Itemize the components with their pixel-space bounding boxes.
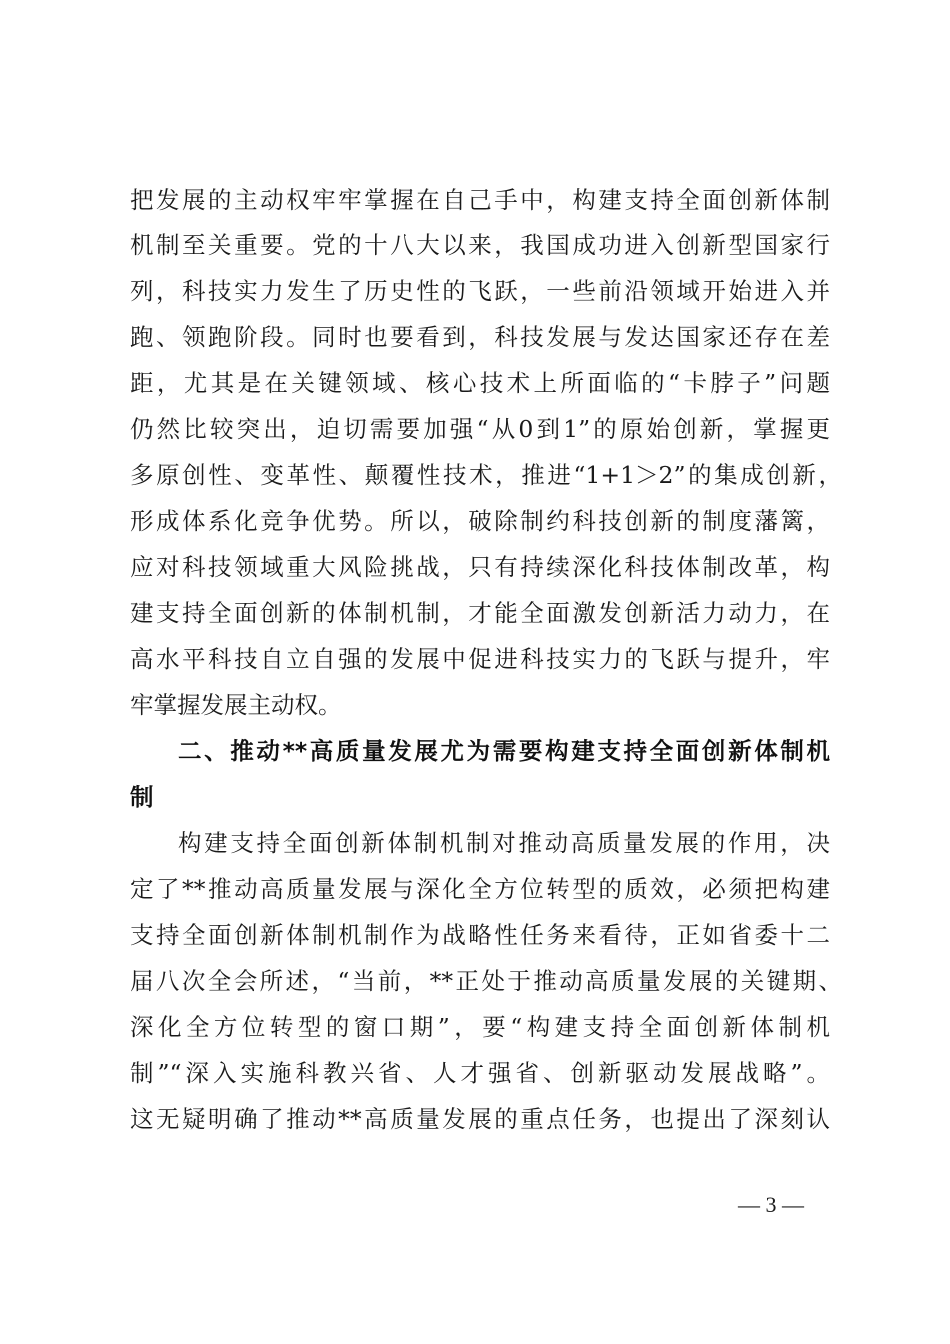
paragraph-1-line: 高水平科技自立自强的发展中促进科技实力的飞跃与提升，牢 <box>130 645 830 673</box>
paragraph-1-line: 仍然比较突出，迫切需要加强“从0到1”的原始创新，掌握更 <box>130 415 830 443</box>
paragraph-1-line: 牢掌握发展主动权。 <box>130 691 342 719</box>
paragraph-2-line: 支持全面创新体制机制作为战略性任务来看待，正如省委十二 <box>130 921 830 949</box>
paragraph-1-line: 把发展的主动权牢牢掌握在自己手中，构建支持全面创新体制 <box>130 186 830 214</box>
paragraph-1-line: 列，科技实力发生了历史性的飞跃，一些前沿领域开始进入并 <box>130 277 830 305</box>
page-number: — 3 — <box>738 1192 804 1217</box>
paragraph-2-line: 制”“深入实施科教兴省、人才强省、创新驱动发展战略”。 <box>130 1059 830 1087</box>
paragraph-1-line: 多原创性、变革性、颠覆性技术，推进“1+1＞2”的集成创新， <box>130 461 842 489</box>
paragraph-1-line: 建支持全面创新的体制机制，才能全面激发创新活力动力，在 <box>130 599 830 627</box>
paragraph-2-line: 构建支持全面创新体制机制对推动高质量发展的作用，决 <box>178 829 830 857</box>
paragraph-2-line: 定了**推动高质量发展与深化全方位转型的质效，必须把构建 <box>130 875 830 903</box>
paragraph-2-line: 深化全方位转型的窗口期”，要“构建支持全面创新体制机 <box>130 1013 830 1041</box>
paragraph-1-line: 机制至关重要。党的十八大以来，我国成功进入创新型国家行 <box>130 231 830 259</box>
paragraph-1-line: 应对科技领域重大风险挑战，只有持续深化科技体制改革，构 <box>130 553 830 581</box>
paragraph-1-line: 距，尤其是在关键领域、核心技术上所面临的“卡脖子”问题 <box>130 369 830 397</box>
paragraph-2-line: 这无疑明确了推动**高质量发展的重点任务，也提出了深刻认 <box>130 1105 830 1133</box>
paragraph-1-line: 跑、领跑阶段。同时也要看到，科技发展与发达国家还存在差 <box>130 323 830 351</box>
paragraph-1-line: 形成体系化竞争优势。所以，破除制约科技创新的制度藩篱， <box>130 507 830 535</box>
section-heading: 二、推动**高质量发展尤为需要构建支持全面创新体制机 <box>178 737 830 765</box>
section-heading: 制 <box>130 783 154 811</box>
paragraph-2-line: 届八次全会所述，“当前，**正处于推动高质量发展的关键期、 <box>130 967 842 995</box>
